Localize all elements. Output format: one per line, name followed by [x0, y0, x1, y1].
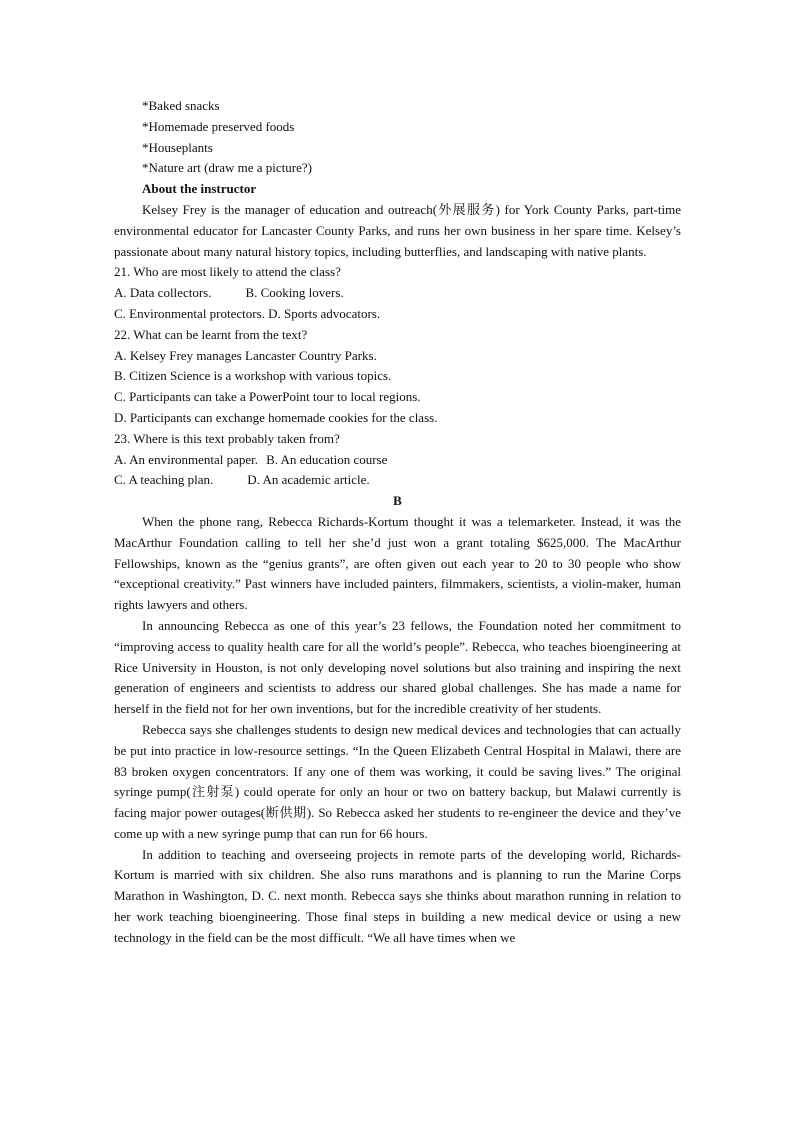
- section-b-label: B: [393, 493, 402, 509]
- option-d: D. Sports advocators.: [268, 305, 381, 321]
- passage-paragraph: In announcing Rebecca as one of this year’s 23 fellows, the Foundation noted her commitment to “improving access to quality health care for all the world’s people”. Rebecca, who teaches bioengineering at Rice University in Houston, is not only developing novel solutions but also training and inspiring the next generation of engineers and scientists to address our shared global challenges. She has made a name for herself in the field not for her own inventions, but for the incredible creativity of her students.: [114, 617, 681, 717]
- passage-paragraph: In addition to teaching and overseeing projects in remote parts of the developing world, Richards-Kortum is married with six children. She also runs marathons and is planning to run the Marine Corps Marathon in Washington, D. C. next month. Rebecca says she thinks about marathon running in relation to her work teaching bioengineering. Those final steps in building a new medical device or using a new technology in the field can be the most difficult. “We all have times when we: [114, 846, 681, 945]
- bullet-item: *Nature art (draw me a picture?): [142, 160, 312, 176]
- option-d: D. An academic article.: [247, 472, 370, 488]
- option-c: C. Environmental protectors.: [114, 305, 265, 321]
- option-b: B. Citizen Science is a workshop with various topics.: [114, 368, 392, 384]
- question-23-options-row: [114, 470, 681, 491]
- passage-paragraph: When the phone rang, Rebecca Richards-Kortum thought it was a telemarketer. Instead, it was the MacArthur Foundation calling to tell her she’d just won a grant totaling $625,000. The MacArthur Fellowships, known as the “genius grants”, are often given out each year to 20 to 30 people who show “exceptional creativity.” Past winners have included painters, filmmakers, scientists, a violin-maker, human rights lawyers and others.: [114, 513, 681, 613]
- document-content: [114, 96, 681, 949]
- question-21-options-row: [114, 304, 681, 325]
- instructor-heading: About the instructor: [142, 181, 257, 197]
- option-a: A. Kelsey Frey manages Lancaster Country Parks.: [114, 347, 377, 363]
- bullet-item: *Homemade preserved foods: [142, 118, 295, 134]
- option-a: A. Data collectors.: [114, 285, 212, 301]
- question-22-stem: 22. What can be learnt from the text?: [114, 326, 308, 342]
- option-b: B. Cooking lovers.: [245, 285, 344, 301]
- bullet-item: *Houseplants: [142, 139, 213, 155]
- instructor-paragraph: Kelsey Frey is the manager of education and outreach(外展服务) for York County Parks, part-time environmental educator for Lancaster County Parks, and runs her own business in her spare time. Kelsey’s passionate about many natural history topics, including butterflies, and landscaping with native plants.: [114, 201, 681, 259]
- passage-paragraph: Rebecca says she challenges students to design new medical devices and technologies that can actually be put into practice in low-resource settings. “In the Queen Elizabeth Central Hospital in Malawi, there are 83 broken oxygen concentrators. If any one of them was working, it could be saving lives.” The original syringe pump(注射泵) could operate for only an hour or two on battery backup, but Malawi currently is facing major power outages(断供期). So Rebecca asked her students to re-engineer the device and they’ve come up with a new syringe pump that can run for 66 hours.: [114, 721, 681, 841]
- question-21-stem: 21. Who are most likely to attend the class?: [114, 264, 341, 280]
- question-23-stem: 23. Where is this text probably taken from?: [114, 430, 340, 446]
- option-d: D. Participants can exchange homemade cookies for the class.: [114, 409, 438, 425]
- question-23-options-row: [114, 450, 681, 471]
- option-a: A. An environmental paper.: [114, 451, 259, 467]
- option-c: C. A teaching plan.: [114, 472, 214, 488]
- question-21-options-row: [114, 283, 681, 304]
- bullet-item: *Baked snacks: [142, 98, 220, 113]
- option-c: C. Participants can take a PowerPoint tour to local regions.: [114, 389, 421, 405]
- option-b: B. An education course: [266, 451, 388, 467]
